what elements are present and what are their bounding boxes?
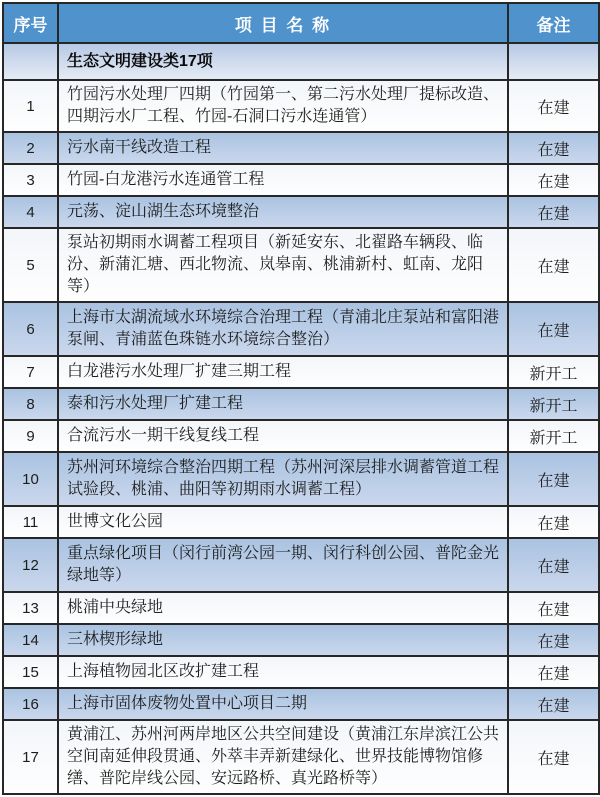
table-row (3, 592, 599, 624)
column-header-index: 序号 (3, 3, 58, 43)
section-header-label: 生态文明建设类17项 (58, 43, 508, 80)
row-index-cell: 15 (3, 656, 58, 688)
row-index-cell: 7 (3, 356, 58, 388)
remark-cell: 新开工 (508, 356, 599, 388)
table-row (3, 164, 599, 196)
project-name-cell: 重点绿化项目（闵行前湾公园一期、闵行科创公园、普陀金光绿地等） (58, 538, 508, 592)
project-name-cell: 上海市固体废物处置中心项目二期 (58, 688, 508, 720)
section-header-index-cell (3, 43, 58, 80)
table-row (3, 388, 599, 420)
project-name-cell: 竹园-白龙港污水连通管工程 (58, 164, 508, 196)
table-row (3, 656, 599, 688)
table-row (3, 420, 599, 452)
remark-cell: 在建 (508, 656, 599, 688)
row-index-cell: 14 (3, 624, 58, 656)
row-index-cell: 2 (3, 132, 58, 164)
project-name-cell: 元荡、淀山湖生态环境整治 (58, 196, 508, 228)
row-index-cell: 10 (3, 452, 58, 506)
table-row (3, 538, 599, 592)
remark-cell: 在建 (508, 80, 599, 132)
table-row (3, 506, 599, 538)
remark-cell: 在建 (508, 164, 599, 196)
row-index-cell: 17 (3, 720, 58, 794)
row-index-cell: 5 (3, 228, 58, 302)
remark-cell: 在建 (508, 688, 599, 720)
remark-cell: 在建 (508, 302, 599, 356)
table-row (3, 452, 599, 506)
column-header-name: 项 目 名 称 (58, 3, 508, 43)
project-name-cell: 泵站初期雨水调蓄工程项目（新延安东、北翟路车辆段、临汾、新蒲汇塘、西北物流、岚皋南、桃浦新村、虹南、龙阳等） (58, 228, 508, 302)
row-index-cell: 1 (3, 80, 58, 132)
remark-cell: 新开工 (508, 420, 599, 452)
project-name-cell: 上海植物园北区改扩建工程 (58, 656, 508, 688)
row-index-cell: 8 (3, 388, 58, 420)
row-index-cell: 16 (3, 688, 58, 720)
project-name-cell: 合流污水一期干线复线工程 (58, 420, 508, 452)
table-row (3, 302, 599, 356)
table-row (3, 356, 599, 388)
project-name-cell: 黄浦江、苏州河两岸地区公共空间建设（黄浦江东岸滨江公共空间南延伸段贯通、外萃丰弄新建绿化、世界技能博物馆修缮、普陀岸线公园、安远路桥、真光路桥等） (58, 720, 508, 794)
project-name-cell: 世博文化公园 (58, 506, 508, 538)
remark-cell: 在建 (508, 452, 599, 506)
section-header-row (3, 43, 599, 80)
remark-cell: 在建 (508, 506, 599, 538)
remark-cell: 新开工 (508, 388, 599, 420)
project-name-cell: 竹园污水处理厂四期（竹园第一、第二污水处理厂提标改造、四期污水厂工程、竹园-石洞口污水连通管） (58, 80, 508, 132)
project-name-cell: 三林楔形绿地 (58, 624, 508, 656)
table-row (3, 720, 599, 794)
remark-cell: 在建 (508, 228, 599, 302)
row-index-cell: 6 (3, 302, 58, 356)
table-row (3, 196, 599, 228)
project-name-cell: 桃浦中央绿地 (58, 592, 508, 624)
project-name-cell: 上海市太湖流域水环境综合治理工程（青浦北庄泵站和富阳港泵闸、青浦蓝色珠链水环境综合整治） (58, 302, 508, 356)
projects-table (2, 2, 600, 795)
remark-cell: 在建 (508, 592, 599, 624)
row-index-cell: 11 (3, 506, 58, 538)
remark-cell: 在建 (508, 196, 599, 228)
row-index-cell: 12 (3, 538, 58, 592)
remark-cell: 在建 (508, 132, 599, 164)
row-index-cell: 13 (3, 592, 58, 624)
row-index-cell: 3 (3, 164, 58, 196)
header-row (3, 3, 599, 43)
table-body (3, 43, 599, 794)
row-index-cell: 4 (3, 196, 58, 228)
table-row (3, 80, 599, 132)
project-name-cell: 泰和污水处理厂扩建工程 (58, 388, 508, 420)
project-name-cell: 苏州河环境综合整治四期工程（苏州河深层排水调蓄管道工程试验段、桃浦、曲阳等初期雨水调蓄工程） (58, 452, 508, 506)
table-row (3, 624, 599, 656)
section-header-remark-cell (508, 43, 599, 80)
table-row (3, 228, 599, 302)
table-row (3, 132, 599, 164)
column-header-remark: 备注 (508, 3, 599, 43)
remark-cell: 在建 (508, 720, 599, 794)
table-row (3, 688, 599, 720)
remark-cell: 在建 (508, 624, 599, 656)
row-index-cell: 9 (3, 420, 58, 452)
remark-cell: 在建 (508, 538, 599, 592)
project-name-cell: 污水南干线改造工程 (58, 132, 508, 164)
project-name-cell: 白龙港污水处理厂扩建三期工程 (58, 356, 508, 388)
